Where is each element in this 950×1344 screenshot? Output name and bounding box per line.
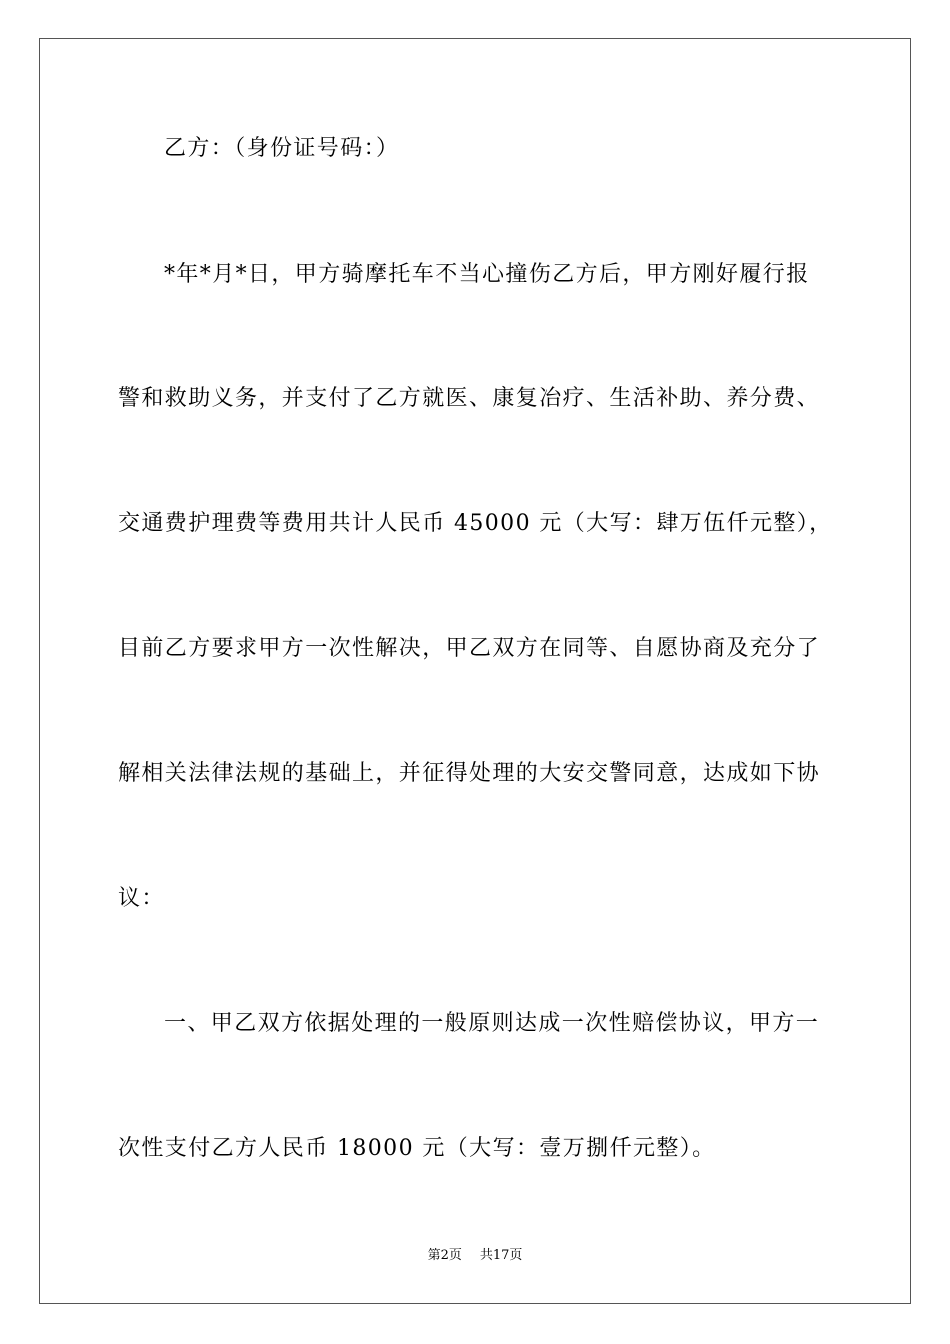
paragraph-line-2: 警和救助义务，并支付了乙方就医、康复冶疗、生活补助、养分费、 [118, 386, 821, 411]
page-number: 第2页 [427, 1248, 462, 1263]
page-frame [39, 38, 911, 1304]
page-footer [0, 1247, 950, 1265]
paragraph-line-6: 议： [118, 886, 165, 911]
paragraph-line-4: 目前乙方要求甲方一次性解决，甲乙双方在同等、自愿协商及充分了 [118, 636, 821, 661]
paragraph-line-5: 解相关法律法规的基础上，并征得处理的大安交警同意，达成如下协 [118, 761, 821, 786]
clause-one-line-1: 一、甲乙双方依据处理的一般原则达成一次性赔偿协议，甲方一 [164, 1011, 820, 1036]
paragraph-line-3: 交通费护理费等费用共计人民币 45000 元（大写：肆万伍仟元整）， [118, 511, 833, 536]
paragraph-line-1: *年*月*日，甲方骑摩托车不当心撞伤乙方后，甲方刚好履行报 [164, 262, 810, 287]
total-pages: 共17页 [479, 1248, 523, 1263]
clause-one-line-2: 次性支付乙方人民币 18000 元（大写：壹万捌仟元整）。 [118, 1136, 716, 1161]
party-b-line: 乙方：（身份证号码：） [164, 136, 400, 161]
